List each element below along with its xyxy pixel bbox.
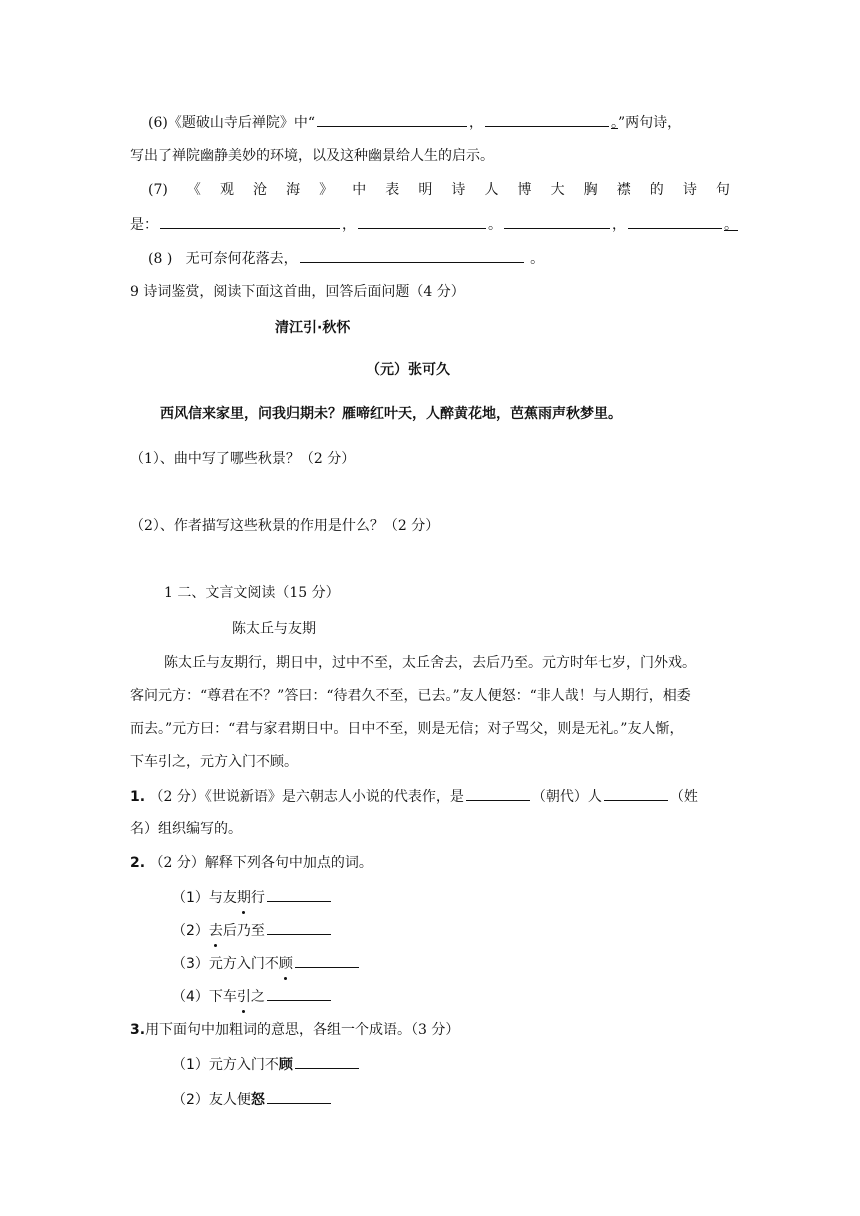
- s2-item: （1）与友期行: [172, 887, 333, 908]
- sub-question-1: 1. （2 分）《世说新语》是六朝志人小说的代表作，是 （朝代）人 （姓: [130, 786, 698, 807]
- answer-blank[interactable]: [295, 1054, 359, 1069]
- q6-prefix: (6)《题破山寺后禅院》中“: [148, 115, 315, 131]
- question-8: (8 ) 无可奈何花落去， 。: [148, 248, 544, 269]
- answer-blank[interactable]: [267, 887, 331, 902]
- section-heading: 1 二、文言文阅读（15 分）: [164, 585, 340, 601]
- q7-char: 句: [715, 182, 730, 198]
- q7-char: 中: [352, 182, 367, 198]
- q7-char: 襟: [616, 182, 631, 198]
- q7-char: 》: [319, 182, 334, 198]
- q7-char: 海: [286, 182, 301, 198]
- answer-blank[interactable]: [267, 986, 331, 1001]
- classical-text-line: 而去。”元方曰：“君与家君期日中。日中不至，则是无信；对子骂父，则是无礼。”友人惭，: [130, 721, 684, 737]
- question-7: [148, 180, 730, 200]
- question-7-line2: 是： ， 。 ， 。: [130, 214, 738, 235]
- classical-text-title: 陈太丘与友期: [232, 621, 316, 637]
- poem-body: 西风信来家里，问我归期未？雁啼红叶天，人醉黄花地，芭蕉雨声秋梦里。: [160, 406, 622, 422]
- s3-item: （1）元方入门不顾: [172, 1054, 361, 1075]
- poem-title: 清江引·秋怀: [275, 320, 351, 336]
- q7-char: 人: [484, 182, 499, 198]
- answer-blank[interactable]: [485, 112, 609, 127]
- dotted-word: 期: [236, 890, 251, 906]
- q8-number: (8 ): [148, 251, 173, 267]
- dotted-word: 去: [208, 923, 223, 939]
- s2-item: （3）元方入门不顾: [172, 953, 361, 974]
- answer-blank[interactable]: [267, 920, 331, 935]
- poem-author: （元）张可久: [366, 362, 450, 378]
- bold-word: 怒: [250, 1092, 265, 1108]
- answer-blank[interactable]: [628, 214, 722, 229]
- q6-suffix: ”两句诗，: [618, 115, 682, 131]
- classical-text-line: 下车引之，元方入门不顾。: [130, 754, 298, 770]
- sub-question-2: 2. （2 分）解释下列各句中加点的词。: [130, 855, 373, 871]
- dotted-word: 引: [236, 989, 251, 1005]
- answer-blank[interactable]: [358, 214, 486, 229]
- answer-blank[interactable]: [295, 953, 359, 968]
- answer-blank[interactable]: [317, 112, 467, 127]
- bold-word: 顾: [278, 1057, 293, 1073]
- q7-char: 沧: [253, 182, 268, 198]
- q7-char: 的: [649, 182, 664, 198]
- question-9-title: 9 诗词鉴赏，阅读下面这首曲，回答后面问题（4 分）: [130, 284, 465, 300]
- q7-char: 《: [186, 182, 201, 198]
- answer-blank[interactable]: [300, 248, 524, 263]
- q7-char: 胸: [583, 182, 598, 198]
- answer-blank[interactable]: [604, 786, 668, 801]
- classical-text-line: 陈太丘与友期行，期日中，过中不至，太丘舍去，去后乃至。元方时年七岁，门外戏。: [164, 655, 696, 671]
- classical-text-line: 客问元方：“尊君在不？”答曰：“待君久不至，已去。”友人便怒：“非人哉！与人期行，相委: [130, 688, 691, 704]
- dotted-word: 顾: [278, 956, 293, 972]
- q7-char: 观: [219, 182, 234, 198]
- sub-question-3: 3.用下面句中加粗词的意思，各组一个成语。（3 分）: [130, 1022, 460, 1038]
- question-6-line2: 写出了禅院幽静美妙的环境，以及这种幽景给人生的启示。: [130, 148, 494, 164]
- answer-blank[interactable]: [466, 786, 530, 801]
- answer-blank[interactable]: [504, 214, 610, 229]
- s2-item: （4）下车引之: [172, 986, 333, 1007]
- s2-item: （2）去后乃至: [172, 920, 333, 941]
- answer-blank[interactable]: [267, 1089, 331, 1104]
- q7-char: 诗: [451, 182, 466, 198]
- s3-item: （2）友人便怒: [172, 1089, 333, 1110]
- q7-char: 诗: [682, 182, 697, 198]
- question-6: (6)《题破山寺后禅院》中“ ， 。”两句诗，: [148, 112, 681, 133]
- q7-char: 博: [517, 182, 532, 198]
- q7-char: 明: [418, 182, 433, 198]
- question-9-2: （2）、作者描写这些秋景的作用是什么？（2 分）: [130, 518, 440, 534]
- q7-char: 大: [550, 182, 565, 198]
- sub-question-1-line2: 名）组织编写的。: [130, 821, 242, 837]
- question-9-1: （1）、曲中写了哪些秋景？（2 分）: [130, 451, 356, 467]
- answer-blank[interactable]: [160, 214, 340, 229]
- q7-number: (7): [148, 182, 168, 198]
- q7-char: 表: [385, 182, 400, 198]
